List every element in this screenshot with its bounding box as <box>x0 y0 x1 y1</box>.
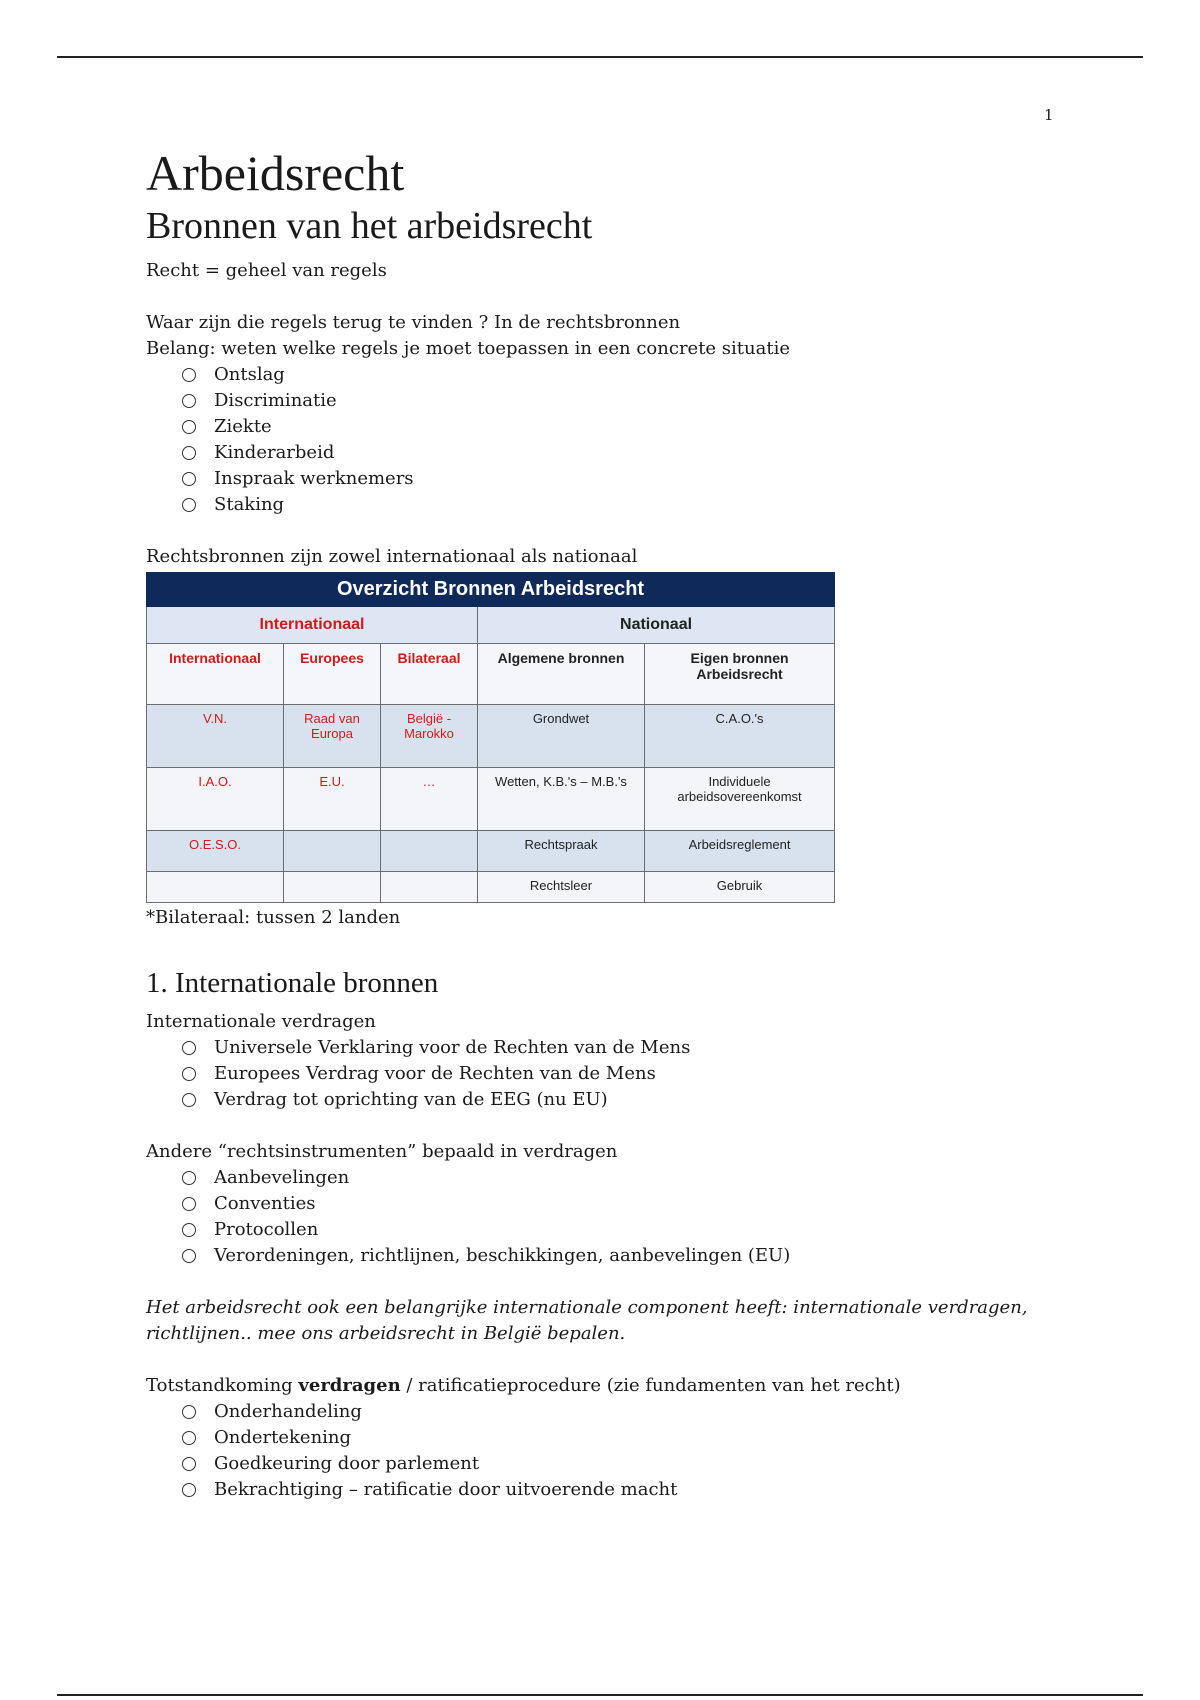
table-cell: E.U. <box>284 768 381 831</box>
section-heading: 1. Internationale bronnen <box>146 967 439 999</box>
list-item: Universele Verklaring voor de Rechten van de Mens <box>182 1035 1066 1061</box>
circle-bullet-icon <box>182 446 196 460</box>
table-cell: België - Marokko <box>381 705 478 768</box>
instruments-list <box>146 1165 1066 1269</box>
table-cell <box>284 831 381 872</box>
table-cell <box>284 872 381 903</box>
list-item: Protocollen <box>182 1217 1066 1243</box>
list-item: Inspraak werknemers <box>182 466 1066 492</box>
footer-rule <box>57 1694 1143 1696</box>
sources-intro: Rechtsbronnen zijn zowel internationaal als nationaal <box>146 546 638 567</box>
circle-bullet-icon <box>182 1457 196 1471</box>
list-item: Verordeningen, richtlijnen, beschikkingen, aanbevelingen (EU) <box>182 1243 1066 1269</box>
italic-note: Het arbeidsrecht ook een belangrijke internationale component heeft: internationale verdragen, richtlijnen.. mee ons arbeidsrecht in België bepalen. <box>146 1297 1028 1344</box>
table-cell: Grondwet <box>478 705 645 768</box>
list-item: Verdrag tot oprichting van de EEG (nu EU) <box>182 1087 1066 1113</box>
table-cell: O.E.S.O. <box>147 831 284 872</box>
column-header: Bilateraal <box>381 644 478 705</box>
table-cell: Gebruik <box>645 872 835 903</box>
circle-bullet-icon <box>182 498 196 512</box>
table-cell: I.A.O. <box>147 768 284 831</box>
document-subtitle: Bronnen van het arbeidsrecht <box>146 205 593 247</box>
table-row <box>147 831 835 872</box>
table-row <box>147 872 835 903</box>
column-header: Europees <box>284 644 381 705</box>
circle-bullet-icon <box>182 1041 196 1055</box>
table-title: Overzicht Bronnen Arbeidsrecht <box>147 573 835 607</box>
treaties-label: Internationale verdragen <box>146 1011 376 1032</box>
sources-overview-table <box>146 572 835 903</box>
column-header: Eigen bronnen Arbeidsrecht <box>645 644 835 705</box>
page-number: 1 <box>1044 106 1054 124</box>
circle-bullet-icon <box>182 1171 196 1185</box>
question-line: Waar zijn die regels terug te vinden ? In de rechtsbronnen <box>146 312 681 333</box>
table-cell: C.A.O.'s <box>645 705 835 768</box>
list-item: Ontslag <box>182 362 1066 388</box>
table-row <box>147 768 835 831</box>
table-cell <box>147 872 284 903</box>
list-item: Ziekte <box>182 414 1066 440</box>
treaties-list <box>146 1035 1066 1113</box>
circle-bullet-icon <box>182 1197 196 1211</box>
circle-bullet-icon <box>182 368 196 382</box>
list-item: Kinderarbeid <box>182 440 1066 466</box>
column-header: Algemene bronnen <box>478 644 645 705</box>
list-item: Staking <box>182 492 1066 518</box>
circle-bullet-icon <box>182 1067 196 1081</box>
table-cell: Rechtsleer <box>478 872 645 903</box>
list-item: Conventies <box>182 1191 1066 1217</box>
circle-bullet-icon <box>182 394 196 408</box>
table-row <box>147 705 835 768</box>
formation-line: Totstandkoming verdragen / ratificatieprocedure (zie fundamenten van het recht) <box>146 1375 901 1396</box>
circle-bullet-icon <box>182 1483 196 1497</box>
table-cell: Rechtspraak <box>478 831 645 872</box>
circle-bullet-icon <box>182 1405 196 1419</box>
list-item: Aanbevelingen <box>182 1165 1066 1191</box>
circle-bullet-icon <box>182 1431 196 1445</box>
procedure-list <box>146 1399 1066 1503</box>
table-cell <box>381 872 478 903</box>
column-header: Internationaal <box>147 644 284 705</box>
table-cell: Raad van Europa <box>284 705 381 768</box>
circle-bullet-icon <box>182 1249 196 1263</box>
instruments-label: Andere “rechtsinstrumenten” bepaald in verdragen <box>146 1141 618 1162</box>
document-title: Arbeidsrecht <box>146 145 405 201</box>
importance-line: Belang: weten welke regels je moet toepassen in een concrete situatie <box>146 338 791 359</box>
table-cell: Wetten, K.B.'s – M.B.'s <box>478 768 645 831</box>
list-item: Onderhandeling <box>182 1399 1066 1425</box>
group-header-international: Internationaal <box>147 607 478 644</box>
table-cell: … <box>381 768 478 831</box>
table-cell <box>381 831 478 872</box>
circle-bullet-icon <box>182 420 196 434</box>
circle-bullet-icon <box>182 1093 196 1107</box>
table-footnote: *Bilateraal: tussen 2 landen <box>146 907 401 928</box>
situations-list <box>146 362 1066 518</box>
list-item: Ondertekening <box>182 1425 1066 1451</box>
table-cell: Individuele arbeidsovereenkomst <box>645 768 835 831</box>
table-cell: V.N. <box>147 705 284 768</box>
header-rule <box>57 56 1143 58</box>
group-header-national: Nationaal <box>478 607 835 644</box>
table-cell: Arbeidsreglement <box>645 831 835 872</box>
circle-bullet-icon <box>182 1223 196 1237</box>
list-item: Goedkeuring door parlement <box>182 1451 1066 1477</box>
document-body <box>146 142 1066 1503</box>
list-item: Bekrachtiging – ratificatie door uitvoerende macht <box>182 1477 1066 1503</box>
circle-bullet-icon <box>182 472 196 486</box>
definition-line: Recht = geheel van regels <box>146 260 387 281</box>
list-item: Discriminatie <box>182 388 1066 414</box>
list-item: Europees Verdrag voor de Rechten van de Mens <box>182 1061 1066 1087</box>
